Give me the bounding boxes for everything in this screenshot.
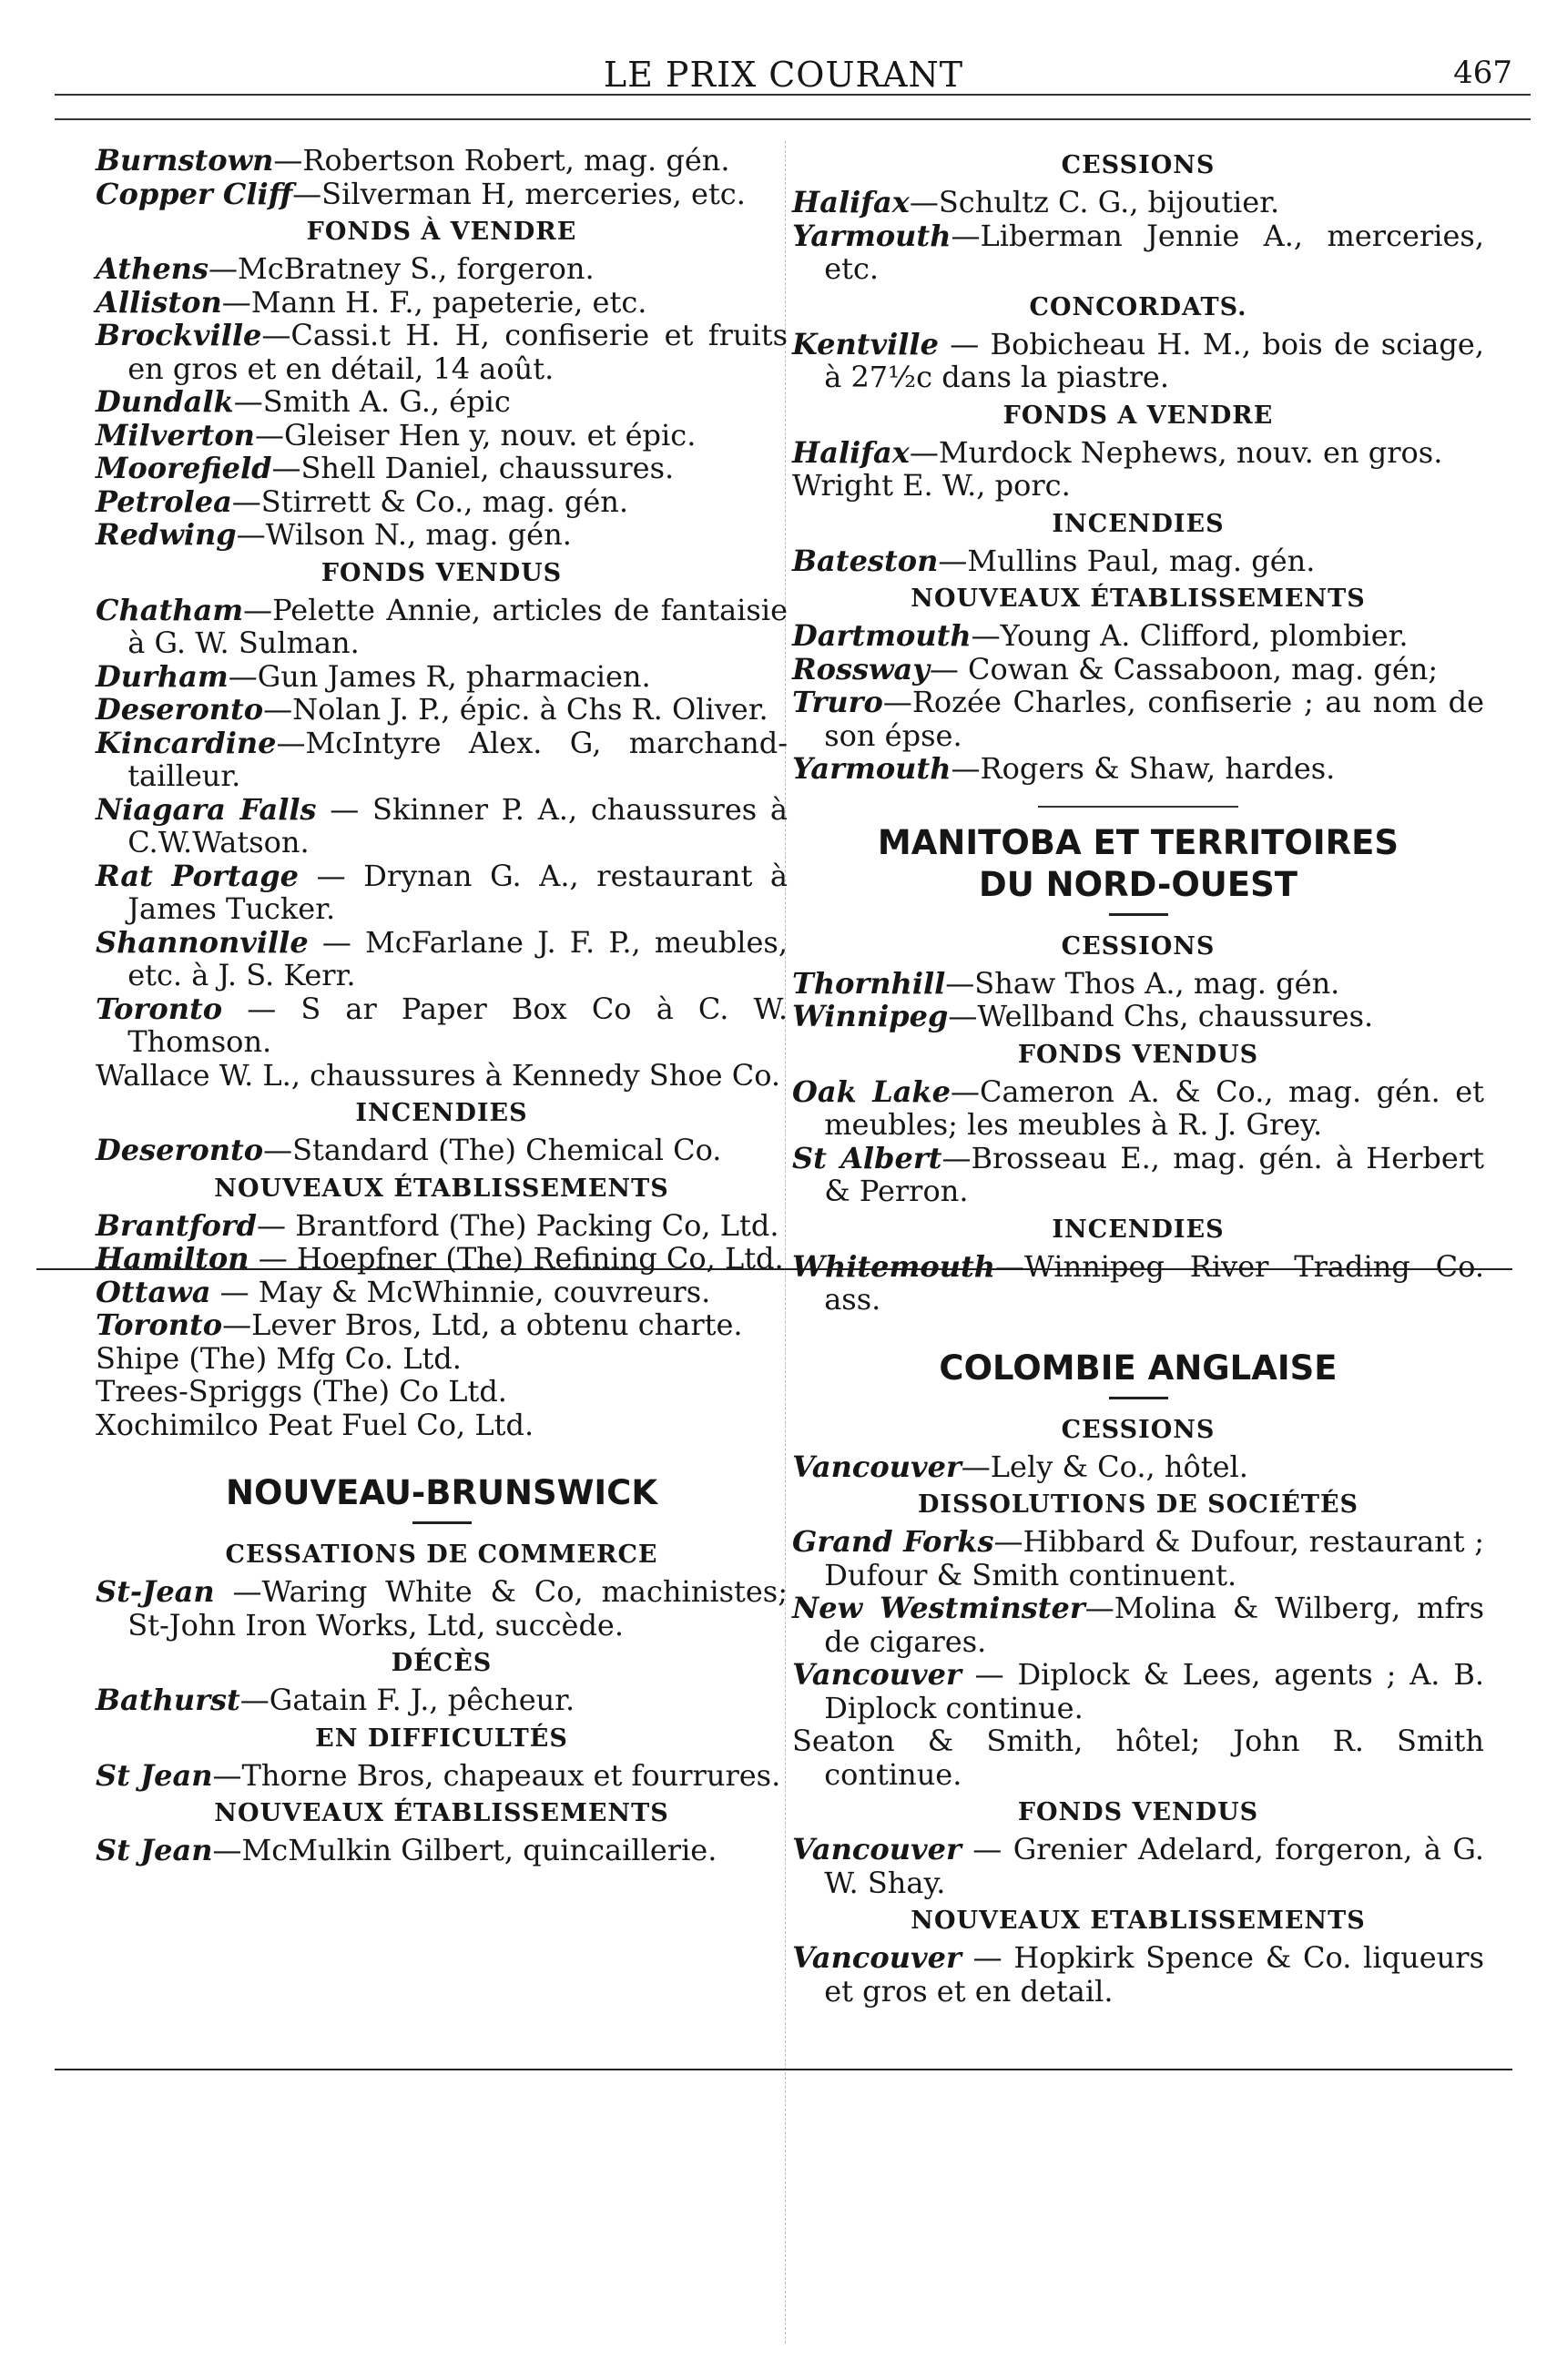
- entry-text: — Bobicheau H. M., bois de sciage, à 27½c dans la piastre.: [824, 326, 1484, 394]
- list-item: [96, 1409, 788, 1442]
- list-item: [792, 544, 1484, 578]
- list-item: [792, 967, 1484, 1001]
- entry-text: —Silverman H, merceries, etc.: [292, 176, 746, 211]
- page-number: 467: [1453, 55, 1512, 91]
- place-name: Alliston: [96, 284, 222, 320]
- entries-list: [96, 1834, 788, 1867]
- place-name: Winnipeg: [792, 999, 949, 1033]
- place-name: Rat Portage: [96, 858, 300, 893]
- section-rule-lower: [55, 2069, 1512, 2070]
- entry-text: —Gatain F. J., pêcheur.: [239, 1683, 575, 1717]
- place-name: Whitemouth: [792, 1248, 996, 1284]
- heading-incendies-manitoba: INCENDIES: [1052, 1215, 1225, 1244]
- list-item: [96, 178, 788, 211]
- entries-list: [96, 1759, 788, 1793]
- entry-text: — May & McWhinnie, couvreurs.: [210, 1274, 711, 1309]
- list-item: [96, 385, 788, 419]
- entries-list: [96, 252, 788, 552]
- list-item: [792, 1525, 1484, 1592]
- place-name: Ottawa: [96, 1274, 211, 1309]
- entries-list: [96, 594, 788, 1093]
- list-item: [96, 727, 788, 793]
- entries-list: [792, 1450, 1484, 1484]
- list-item: [792, 1724, 1484, 1791]
- heading-cessations: CESSATIONS DE COMMERCE: [225, 1541, 658, 1569]
- entry-text: —Brosseau E., mag. gén. à Herbert & Perron.: [824, 1140, 1485, 1208]
- entry-text: —Stirrett & Co., mag. gén.: [231, 483, 629, 519]
- entry-text: —Rozée Charles, confiserie ; au nom de son épse.: [824, 685, 1484, 753]
- place-name: Shannonville: [96, 924, 309, 960]
- entry-text: Seaton & Smith, hôtel; John R. Smith continue.: [792, 1724, 1484, 1792]
- place-name: Brantford: [96, 1207, 258, 1243]
- place-name: St Jean: [96, 1833, 213, 1867]
- list-item: [96, 793, 788, 859]
- entry-text: —Hibbard & Dufour, restaurant ; Dufour & Smith continuent.: [824, 1524, 1484, 1592]
- entries-list: [96, 1575, 788, 1642]
- place-name: Yarmouth: [792, 751, 951, 786]
- entry-text: Xochimilco Peat Fuel Co, Ltd.: [96, 1407, 534, 1442]
- entry-text: — S ar Paper Box Co à C. W. Thomson.: [127, 991, 788, 1059]
- entries-list: [792, 186, 1484, 286]
- entries-list: [792, 1941, 1484, 2008]
- place-name: Yarmouth: [792, 218, 951, 253]
- entry-text: —Mann H. F., papeterie, etc.: [221, 284, 647, 320]
- entries-list: [792, 436, 1484, 503]
- list-item: [792, 1658, 1484, 1724]
- entry-text: —Rogers & Shaw, hardes.: [951, 751, 1336, 786]
- heading-nouveaux-etablissements: NOUVEAUX ÉTABLISSEMENTS: [214, 1174, 669, 1203]
- list-item: [792, 752, 1484, 786]
- place-name: Vancouver: [792, 1449, 962, 1484]
- list-item: [96, 1276, 788, 1309]
- region-title-manitoba: MANITOBA ET TERRITOIRES: [877, 822, 1399, 862]
- entry-text: Shipe (The) Mfg Co. Ltd.: [96, 1340, 462, 1376]
- right-column: [792, 144, 1484, 2008]
- list-item: [96, 660, 788, 694]
- heading-deces: DÉCÈS: [391, 1649, 493, 1677]
- place-name: Deseronto: [96, 1133, 264, 1167]
- entry-text: —Lever Bros, Ltd, a obtenu charte.: [222, 1307, 743, 1342]
- entry-text: — Hopkirk Spence & Co. liqueurs et gros et en detail.: [824, 1940, 1484, 2009]
- entry-text: —Mullins Paul, mag. gén.: [938, 543, 1316, 578]
- list-item: [792, 1000, 1484, 1033]
- heading-fonds-vendus: FONDS VENDUS: [321, 558, 563, 587]
- entries-list: [792, 967, 1484, 1033]
- entries-list: [792, 1525, 1484, 1791]
- region-title-nord-ouest: DU NORD-OUEST: [979, 864, 1297, 904]
- place-name: Petrolea: [96, 483, 232, 519]
- left-column: [96, 144, 788, 1867]
- list-item: [96, 485, 788, 519]
- entry-text: — Drynan G. A., restaurant à James Tucker.: [127, 858, 789, 926]
- entry-text: —Waring White & Co, machinistes; St-John Iron Works, Ltd, succède.: [127, 1574, 788, 1643]
- place-name: St Albert: [792, 1140, 942, 1175]
- entry-text: —Wellband Chs, chaussures.: [948, 999, 1374, 1033]
- running-title: LE PRIX COURANT: [603, 55, 964, 95]
- entries-list: [792, 1833, 1484, 1899]
- entry-text: —McMulkin Gilbert, quincaillerie.: [212, 1833, 717, 1867]
- heading-nouveaux-etablissements-cb: NOUVEAUX ETABLISSEMENTS: [911, 1907, 1366, 1935]
- place-name: Thornhill: [792, 965, 946, 1001]
- place-name: Vancouver: [792, 1832, 962, 1866]
- list-item: [96, 1059, 788, 1093]
- entries-list: [96, 1134, 788, 1167]
- entry-text: — Grenier Adelard, forgeron, à G. W. Shay.: [824, 1832, 1484, 1900]
- entry-text: —Shell Daniel, chaussures.: [271, 451, 675, 485]
- list-item: [96, 452, 788, 485]
- place-name: Kentville: [792, 326, 939, 361]
- heading-nouveaux-etablissements: NOUVEAUX ÉTABLISSEMENTS: [911, 585, 1366, 613]
- list-item: [96, 693, 788, 727]
- short-rule: [412, 1521, 472, 1524]
- list-item: [96, 1134, 788, 1167]
- header-rule: [55, 94, 1531, 96]
- entry-text: — Diplock & Lees, agents ; A. B. Diplock continue.: [824, 1657, 1484, 1725]
- entries-list: [96, 1683, 788, 1717]
- list-item: [96, 992, 788, 1059]
- list-item: [792, 186, 1484, 219]
- entry-text: Wallace W. L., chaussures à Kennedy Shoe Co.: [96, 1057, 781, 1093]
- place-name: Hamilton: [96, 1241, 249, 1276]
- list-item: [792, 686, 1484, 752]
- place-name: Halifax: [792, 434, 910, 470]
- list-item: [96, 594, 788, 660]
- list-item: [792, 1941, 1484, 2008]
- place-name: Halifax: [792, 185, 910, 219]
- entries-list: [792, 544, 1484, 578]
- entries-list: [792, 1075, 1484, 1208]
- list-item: [792, 328, 1484, 394]
- place-name: St Jean: [96, 1757, 213, 1793]
- place-name: Deseronto: [96, 692, 264, 727]
- entry-text: —Liberman Jennie A., merceries, etc.: [824, 218, 1484, 286]
- entry-text: —Wilson N., mag. gén.: [236, 517, 572, 552]
- place-name: Truro: [792, 685, 883, 719]
- heading-fonds-vendus-cb: FONDS VENDUS: [1017, 1798, 1259, 1826]
- entry-text: —Murdock Nephews, nouv. en gros.: [909, 434, 1443, 470]
- heading-incendies: INCENDIES: [355, 1099, 528, 1127]
- list-item: [792, 619, 1484, 653]
- place-name: Toronto: [96, 1307, 223, 1342]
- list-item: [792, 1142, 1484, 1208]
- entries-list: [96, 1209, 788, 1442]
- entry-text: Wright E. W., porc.: [792, 468, 1071, 503]
- list-item: [96, 859, 788, 926]
- entries-list: [792, 619, 1484, 786]
- place-name: Athens: [96, 251, 209, 286]
- entry-text: —Lely & Co., hôtel.: [961, 1449, 1248, 1484]
- list-item: [792, 219, 1484, 286]
- heading-dissolutions: DISSOLUTIONS DE SOCIÉTÉS: [917, 1490, 1359, 1519]
- place-name: Bateston: [792, 543, 939, 578]
- short-rule: [1109, 1397, 1168, 1399]
- place-name: Vancouver: [792, 1657, 962, 1692]
- list-item: [96, 926, 788, 992]
- list-item: [96, 1342, 788, 1376]
- list-item: [792, 1075, 1484, 1142]
- place-name: St-Jean: [96, 1574, 215, 1609]
- list-item: [96, 286, 788, 320]
- list-item: [792, 1592, 1484, 1658]
- entry-text: —Gun James R, pharmacien.: [228, 658, 651, 694]
- entry-text: —Thorne Bros, chapeaux et fourrures.: [212, 1757, 781, 1793]
- list-item: [96, 1375, 788, 1409]
- place-name: Dartmouth: [792, 618, 972, 653]
- place-name: Brockville: [96, 318, 262, 352]
- heading-nouveaux-etablissements-nb: NOUVEAUX ÉTABLISSEMENTS: [214, 1799, 669, 1827]
- heading-incendies: INCENDIES: [1052, 509, 1225, 538]
- list-item: [96, 419, 788, 453]
- list-item: [792, 653, 1484, 687]
- list-item: [96, 1683, 788, 1717]
- place-name: Oak Lake: [792, 1073, 951, 1109]
- entry-text: —Gleiser Hen y, nouv. et épic.: [254, 417, 697, 453]
- list-item: [96, 319, 788, 385]
- heading-en-difficultes: EN DIFFICULTÉS: [315, 1724, 568, 1753]
- list-item: [96, 144, 788, 178]
- place-name: Dundalk: [96, 384, 234, 419]
- entry-text: —Young A. Clifford, plombier.: [971, 618, 1409, 653]
- heading-cessions-manitoba: CESSIONS: [1061, 931, 1216, 961]
- heading-cessions: CESSIONS: [1061, 151, 1216, 179]
- place-name: Copper Cliff: [96, 176, 293, 211]
- place-name: Kincardine: [96, 725, 277, 760]
- region-title-nouveau-brunswick: NOUVEAU-BRUNSWICK: [225, 1473, 658, 1512]
- heading-cessions-cb: CESSIONS: [1061, 1415, 1216, 1444]
- place-name: Burnstown: [96, 143, 274, 178]
- entry-text: —Cassi.t H. H, confiserie et fruits en gros et en détail, 14 août.: [127, 318, 788, 386]
- place-name: Chatham: [96, 592, 244, 627]
- entry-text: — Cowan & Cassaboon, mag. gén;: [929, 651, 1439, 687]
- list-item: [792, 469, 1484, 503]
- place-name: Redwing: [96, 517, 237, 552]
- entries-list: [792, 1250, 1484, 1317]
- list-item: [96, 1759, 788, 1793]
- header-rule-lower: [55, 118, 1531, 120]
- list-item: [96, 1209, 788, 1243]
- list-item: [792, 1833, 1484, 1899]
- entry-text: —Cameron A. & Co., mag. gén. et meubles; les meubles à R. J. Grey.: [824, 1073, 1485, 1142]
- entry-text: —McIntyre Alex. G, marchand-tailleur.: [127, 725, 788, 793]
- entry-text: —Schultz C. G., bijoutier.: [909, 185, 1280, 219]
- heading-fonds-a-vendre: FONDS A VENDRE: [1002, 401, 1274, 430]
- place-name: Moorefield: [96, 451, 272, 485]
- place-name: Grand Forks: [792, 1524, 994, 1559]
- entry-text: —Smith A. G., épic: [233, 384, 511, 419]
- place-name: Toronto: [96, 991, 223, 1026]
- entry-text: — Hoepfner (The) Refining Co, Ltd.: [249, 1241, 784, 1276]
- entry-text: —Winnipeg River Trading Co. ass.: [824, 1248, 1484, 1317]
- entry-text: — Skinner P. A., chaussures à C.W.Watson.: [127, 791, 789, 859]
- place-name: Bathurst: [96, 1683, 240, 1717]
- list-item: [96, 1242, 788, 1276]
- page-header: [55, 46, 1512, 100]
- entry-text: —McBratney S., forgeron.: [208, 251, 595, 286]
- entry-text: Trees-Spriggs (The) Co Ltd.: [96, 1374, 507, 1409]
- entry-text: —Nolan J. P., épic. à Chs R. Oliver.: [263, 692, 768, 727]
- long-rule: [1038, 806, 1238, 808]
- heading-fonds-vendus: FONDS VENDUS: [1017, 1040, 1259, 1069]
- list-item: [792, 1250, 1484, 1317]
- place-name: Milverton: [96, 417, 255, 453]
- place-name: Durham: [96, 658, 229, 694]
- list-item: [96, 1308, 788, 1342]
- heading-concordats: CONCORDATS.: [1029, 292, 1247, 321]
- heading-fonds-a-vendre: FONDS À VENDRE: [306, 218, 577, 246]
- place-name: New Westminster: [792, 1591, 1085, 1625]
- entries-list: [96, 144, 788, 210]
- short-rule: [1109, 913, 1168, 916]
- list-item: [96, 252, 788, 286]
- list-item: [96, 1575, 788, 1642]
- list-item: [792, 1450, 1484, 1484]
- entry-text: — Brantford (The) Packing Co, Ltd.: [257, 1207, 779, 1243]
- place-name: Vancouver: [792, 1940, 962, 1975]
- entry-text: —Shaw Thos A., mag. gén.: [945, 965, 1340, 1001]
- entry-text: — McFarlane J. F. P., meubles, etc. à J. S. Kerr.: [127, 924, 788, 992]
- entries-list: [792, 328, 1484, 394]
- place-name: Niagara Falls: [96, 791, 317, 827]
- entry-text: —Molina & Wilberg, mfrs de cigares.: [824, 1591, 1485, 1659]
- list-item: [96, 1834, 788, 1867]
- region-title-colombie-anglaise: COLOMBIE ANGLAISE: [939, 1348, 1338, 1388]
- entry-text: —Standard (The) Chemical Co.: [263, 1133, 722, 1167]
- list-item: [96, 518, 788, 552]
- place-name: Rossway: [792, 651, 930, 687]
- list-item: [792, 436, 1484, 470]
- entry-text: —Robertson Robert, mag. gén.: [273, 143, 730, 178]
- entry-text: —Pelette Annie, articles de fantaisie à G. W. Sulman.: [127, 592, 788, 660]
